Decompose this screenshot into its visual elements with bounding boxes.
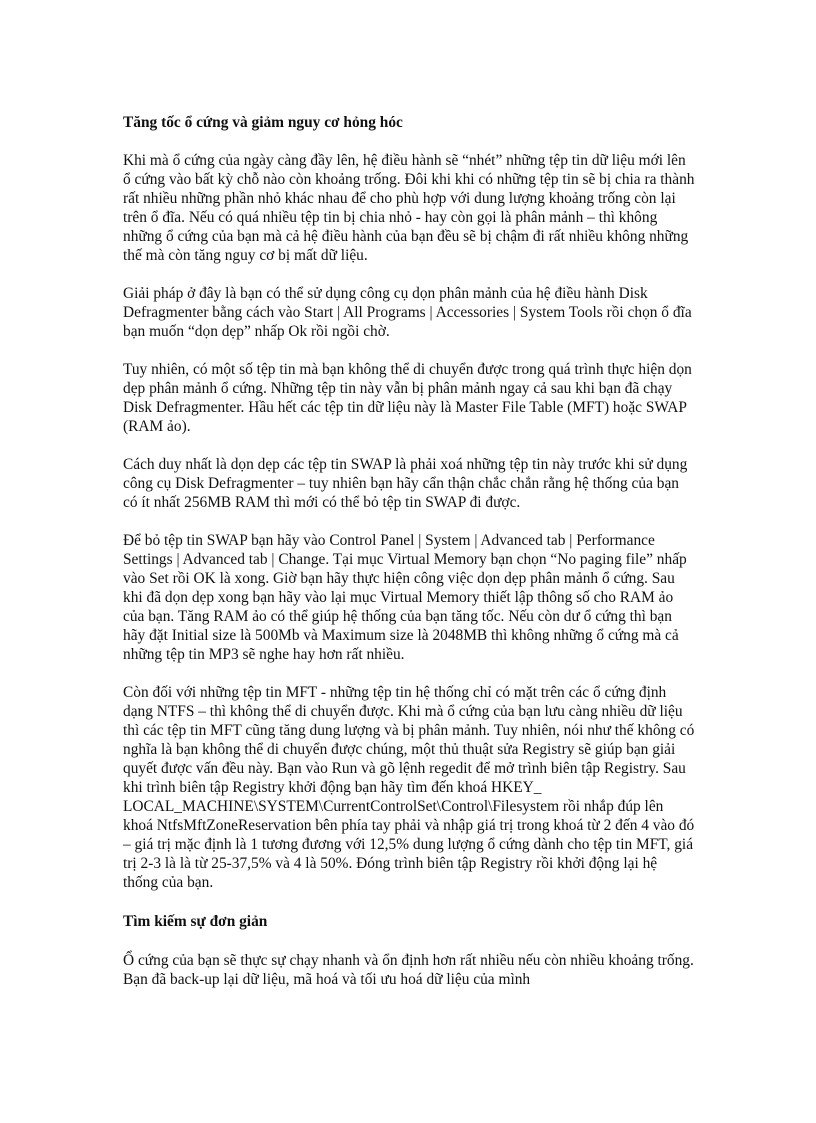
paragraph-intro: Khi mà ổ cứng của ngày càng đầy lên, hệ điều hành sẽ “nhét” những tệp tin dữ liệu mới lên ổ cứng vào bất kỳ chỗ nào còn khoảng trống. Đôi khi khi có những tệp tin sẽ bị chia ra thành rất nhiều những phần nhỏ khác nhau để cho phù hợp với dung lượng khoảng trống còn lại trên ổ đĩa. Nếu có quá nhiều tệp tin bị chia nhỏ - hay còn gọi là phân mảnh – thì không những ổ cứng của bạn mà cả hệ điều hành của bạn đều sẽ bị chậm đi rất nhiều không những thế mà còn tăng nguy cơ bị mất dữ liệu.	[123, 152, 695, 264]
spacer	[123, 931, 695, 951]
section-heading-simplicity: Tìm kiếm sự đơn giản	[123, 913, 268, 930]
spacer	[123, 512, 695, 531]
spacer	[123, 132, 695, 151]
spacer	[123, 341, 695, 360]
spacer	[123, 892, 695, 912]
paragraph-mft-registry: Còn đối với những tệp tin MFT - những tệp tin hệ thống chỉ có mặt trên các ổ cứng định dạng NTFS – thì không thể di chuyển được. Khi mà ổ cứng của bạn lưu càng nhiều dữ liệu thì các tệp tin MFT cũng tăng dung lượng và bị phân mảnh. Tuy nhiên, nói như thế không có nghĩa là bạn không thể di chuyển được chúng, một thủ thuật sửa Registry sẽ giúp bạn giải quyết được vấn đều này. Bạn vào Run và gõ lệnh regedit để mở trình biên tập Registry. Sau khi trình biên tập Registry khởi động bạn hãy tìm đến khoá HKEY_ LOCAL_MACHINE\SYSTEM\CurrentControlSet\Control\Filesystem rồi nhắp đúp lên khoá NtfsMftZoneReservation bên phía tay phải và nhập giá trị trong khoá từ 2 đến 4 vào đó – giá trị mặc định là 1 tương đương với 12,5% dung lượng ổ cứng dành cho tệp tin MFT, giá trị 2-3 là là từ 25-37,5% và 4 là 50%. Đóng trình biên tập Registry rồi khởi động lại hệ thống của bạn.	[123, 684, 695, 891]
document-page	[123, 113, 695, 989]
section-heading-speed-up: Tăng tốc ổ cứng và giảm nguy cơ hỏng hóc	[123, 114, 403, 131]
spacer	[123, 265, 695, 284]
paragraph-unmovable-files: Tuy nhiên, có một số tệp tin mà bạn không thể di chuyển được trong quá trình thực hiện dọn dẹp phân mảnh ổ cứng. Những tệp tin này vẫn bị phân mảnh ngay cả sau khi bạn đã chạy Disk Defragmenter. Hầu hết các tệp tin dữ liệu này là Master File Table (MFT) hoặc SWAP (RAM ảo).	[123, 361, 692, 435]
paragraph-solution: Giải pháp ở đây là bạn có thể sử dụng công cụ dọn phân mảnh của hệ điều hành Disk Defragmenter bằng cách vào Start | All Programs | Accessories | System Tools rồi chọn ổ đĩa bạn muốn “dọn dẹp” nhấp Ok rồi ngồi chờ.	[123, 285, 692, 340]
spacer	[123, 664, 695, 683]
spacer	[123, 436, 695, 455]
paragraph-free-space: Ổ cứng của bạn sẽ thực sự chạy nhanh và ổn định hơn rất nhiều nếu còn nhiều khoảng trống. Bạn đã back-up lại dữ liệu, mã hoá và tối ưu hoá dữ liệu của mình	[123, 952, 694, 988]
paragraph-remove-swap: Để bỏ tệp tin SWAP bạn hãy vào Control Panel | System | Advanced tab | Performance Settings | Advanced tab | Change. Tại mục Virtual Memory bạn chọn “No paging file” nhấp vào Set rồi OK là xong. Giờ bạn hãy thực hiện công việc dọn dẹp phân mảnh ổ cứng. Sau khi đã dọn dẹp xong bạn hãy vào lại mục Virtual Memory thiết lập thông số cho RAM ảo của bạn. Tăng RAM ảo có thể giúp hệ thống của bạn tăng tốc. Nếu còn dư ổ cứng thì bạn hãy đặt Initial size là 500Mb và Maximum size là 2048MB thì không những ổ cứng mà cả những tệp tin MP3 sẽ nghe hay hơn rất nhiều.	[123, 532, 687, 663]
paragraph-swap-only-way: Cách duy nhất là dọn dẹp các tệp tin SWAP là phải xoá những tệp tin này trước khi sử dụng công cụ Disk Defragmenter – tuy nhiên bạn hãy cẩn thận chắc chắn rằng hệ thống của bạn có ít nhất 256MB RAM thì mới có thể bỏ tệp tin SWAP đi được.	[123, 456, 688, 511]
